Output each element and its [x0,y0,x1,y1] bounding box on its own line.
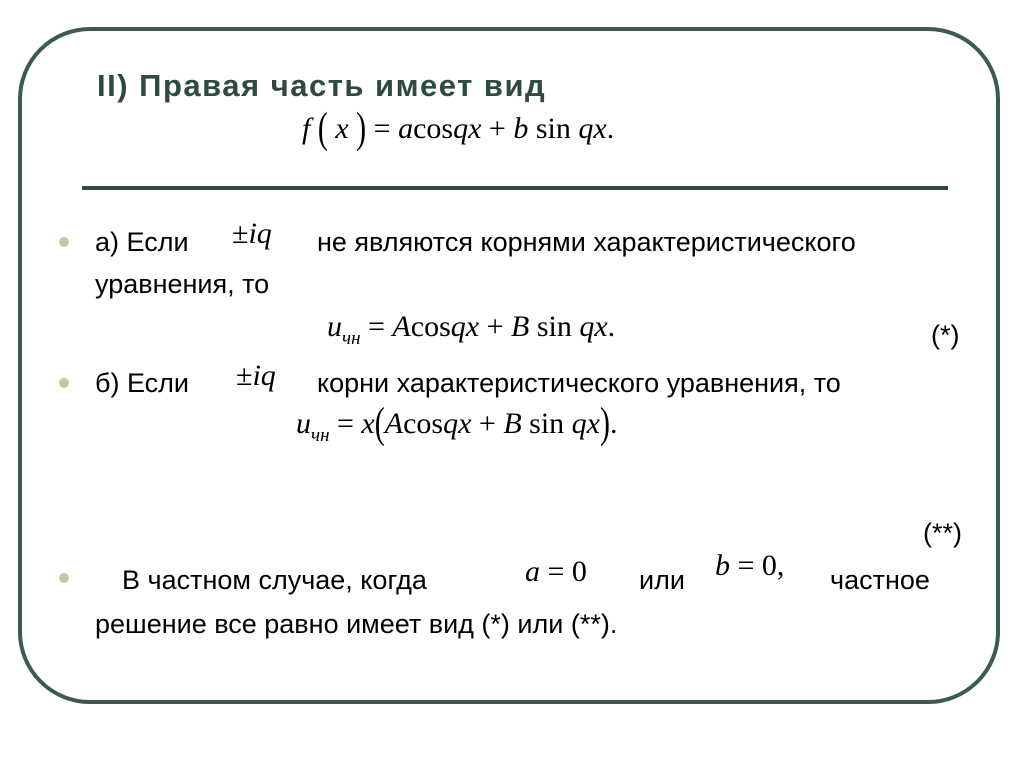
item-b-prefix: б) Если [95,368,189,398]
formula-u: u [296,407,311,440]
formula-B: B [503,407,522,440]
item-a-suffix: не являются корнями характеристического [317,227,856,257]
item-b-formula [296,399,618,448]
formula-dot: . [607,310,616,343]
formula-sin: sin [535,112,571,145]
formula-qx1: qx [453,112,482,145]
item-a-line2: уравнения, то [95,269,270,299]
divider-line [82,186,948,190]
formula-sub: чн [342,328,361,349]
formula-plus: + [478,407,496,440]
item-c-cond2 [715,549,784,583]
paren-close: ) [356,104,367,153]
item-b-suffix: корни характеристического уравнения, то [317,368,841,398]
item-a-formula [327,310,615,350]
formula-cos: cos [413,112,454,145]
bullet-c [59,573,69,583]
paren-close: ) [600,399,610,448]
item-c-part1: В частном случае, когда [122,565,427,595]
item-a-pm-iq [232,217,272,251]
formula-qx2: qx [578,112,607,145]
formula-B: B [511,310,530,343]
formula-plus: + [486,310,504,343]
formula-qx1: qx [443,407,472,440]
cond2-eq: = [737,549,755,582]
item-c-line2: решение все равно имеет вид (*) или (**). [95,609,618,639]
formula-dot: . [606,112,615,145]
cond2-var: b [715,549,730,582]
formula-qx2: qx [579,310,608,343]
formula-x: x [361,407,375,440]
cond1-var: a [525,555,540,588]
bullet-b [59,378,69,388]
item-a-prefix: а) Если [95,227,189,257]
cond1-eq: = [547,555,565,588]
main-formula [302,104,615,153]
cond1-val: 0 [571,555,587,588]
formula-plus: + [488,112,506,145]
formula-qx2: qx [571,407,600,440]
item-a-iq: iq [248,217,272,250]
item-c-part3: частное [830,565,930,595]
paren-open: ( [374,399,385,448]
formula-qx1: qx [450,310,480,343]
formula-eq: = [368,310,385,343]
item-c-cond1 [525,555,587,589]
slide-title: II) Правая часть имеет вид [97,68,547,103]
formula-f: f [302,112,311,145]
formula-sin: sin [529,407,565,440]
cond2-val: 0 [761,549,777,582]
formula-a: a [398,112,414,145]
item-a-mark: (*) [931,320,960,350]
item-b-pm: ± [236,359,253,392]
formula-b: b [513,112,529,145]
formula-eq: = [337,407,354,440]
paren-open: ( [317,104,328,153]
item-c-part2: или [639,565,685,595]
formula-cos: cos [410,310,451,343]
formula-sub: чн [311,425,330,446]
formula-sin: sin [536,310,572,343]
formula-u: u [327,310,342,343]
item-b-mark: (**) [923,518,962,548]
formula-x: x [335,112,349,145]
formula-A: A [392,310,411,343]
formula-eq: = [373,112,391,145]
bullet-a [59,237,69,247]
item-a-pm: ± [232,217,249,250]
formula-A: A [384,407,404,440]
formula-cos: cos [403,407,444,440]
item-b-pm-iq [236,359,276,393]
formula-dot: . [610,407,618,440]
item-b-iq: iq [252,359,276,392]
cond2-comma: , [776,549,785,582]
